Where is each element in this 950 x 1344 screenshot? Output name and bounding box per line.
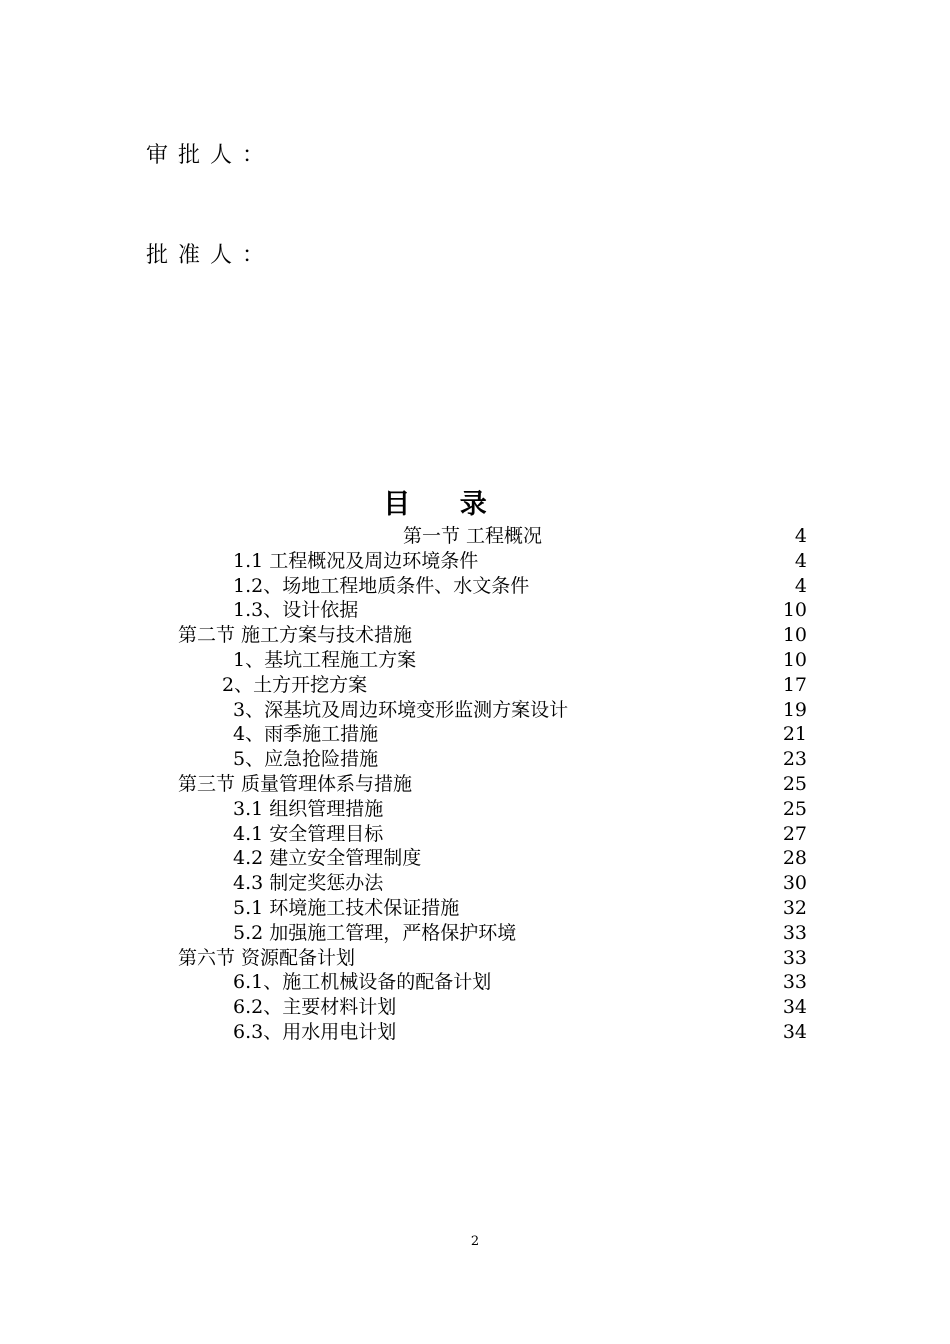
toc-entry[interactable] (0, 896, 950, 921)
toc-entry[interactable] (0, 846, 950, 871)
toc-entry-label: 5.2 加强施工管理，严格保护环境 (233, 921, 517, 944)
toc-entry[interactable] (0, 772, 950, 797)
toc-entry-page: 10 (782, 648, 807, 671)
toc-entry[interactable] (0, 698, 950, 723)
toc-entry[interactable] (0, 921, 950, 946)
toc-entry-page: 4 (794, 549, 807, 572)
toc-entry-label: 第六节 资源配备计划 (178, 946, 356, 969)
toc-entry[interactable] (0, 822, 950, 847)
toc-entry-label: 5、应急抢险措施 (233, 748, 379, 771)
page-number: 2 (470, 1234, 480, 1249)
toc-entry-page: 21 (782, 723, 807, 746)
toc-entry-page: 32 (782, 896, 807, 919)
toc-entry[interactable] (0, 871, 950, 896)
toc-entry-label: 第一节 工程概况 (403, 525, 543, 547)
toc-entry[interactable] (0, 995, 950, 1020)
toc-entry-page: 30 (782, 872, 807, 895)
toc-entry-label: 6.3、用水用电计划 (233, 1020, 397, 1043)
toc-entry-label: 1.3、设计依据 (233, 599, 359, 622)
toc-entry-label: 6.2、主要材料计划 (233, 996, 397, 1019)
toc-entry-page: 19 (782, 698, 807, 721)
toc-entry-label: 3.1 组织管理措施 (233, 797, 384, 820)
toc-entry-page: 25 (782, 797, 807, 820)
toc-entry-page: 17 (782, 673, 807, 696)
toc-entry[interactable] (0, 549, 950, 574)
toc-entry-label: 6.1、施工机械设备的配备计划 (233, 971, 492, 994)
toc-entry-label: 1.1 工程概况及周边环境条件 (233, 549, 479, 572)
toc-entry[interactable] (0, 648, 950, 673)
toc-entry-label: 4.2 建立安全管理制度 (233, 847, 422, 870)
toc-entry[interactable] (0, 524, 950, 549)
toc-entry-label: 第二节 施工方案与技术措施 (178, 624, 413, 647)
toc-entry[interactable] (0, 1020, 950, 1045)
toc-entry-label: 4、雨季施工措施 (233, 723, 379, 746)
toc-entry-page: 10 (782, 624, 807, 647)
toc-entry-page: 33 (782, 946, 807, 969)
toc-entry-label: 第三节 质量管理体系与措施 (178, 772, 413, 795)
toc-entry[interactable] (0, 946, 950, 971)
toc-entry-page: 28 (782, 847, 807, 870)
toc-title: 目 录 (383, 489, 507, 520)
toc-entry[interactable] (0, 673, 950, 698)
toc-entry-label: 1.2、场地工程地质条件、水文条件 (233, 574, 530, 597)
toc-entry[interactable] (0, 747, 950, 772)
toc-entry-page: 27 (782, 822, 807, 845)
toc-entry-label: 2、土方开挖方案 (222, 673, 368, 696)
toc-entry-label: 5.1 环境施工技术保证措施 (233, 896, 460, 919)
toc-entry[interactable] (0, 797, 950, 822)
table-of-contents (0, 524, 950, 1045)
toc-entry[interactable] (0, 970, 950, 995)
toc-entry-page: 4 (794, 525, 807, 547)
toc-entry-page: 10 (782, 599, 807, 622)
toc-entry-page: 33 (782, 921, 807, 944)
toc-entry-label: 1、基坑工程施工方案 (233, 648, 417, 671)
toc-entry-page: 23 (782, 748, 807, 771)
reviewer-label: 审批人： (146, 143, 275, 168)
toc-entry-page: 33 (782, 971, 807, 994)
toc-entry[interactable] (0, 722, 950, 747)
toc-entry-page: 34 (782, 1020, 807, 1043)
toc-entry-page: 34 (782, 996, 807, 1019)
toc-entry-label: 4.1 安全管理目标 (233, 822, 384, 845)
toc-entry-page: 25 (782, 772, 807, 795)
approver-label: 批准人： (146, 243, 275, 268)
toc-entry[interactable] (0, 598, 950, 623)
toc-entry-page: 4 (794, 574, 807, 597)
toc-entry-label: 4.3 制定奖惩办法 (233, 872, 384, 895)
toc-entry-label: 3、深基坑及周边环境变形监测方案设计 (233, 698, 569, 721)
toc-entry[interactable] (0, 574, 950, 599)
toc-entry[interactable] (0, 623, 950, 648)
